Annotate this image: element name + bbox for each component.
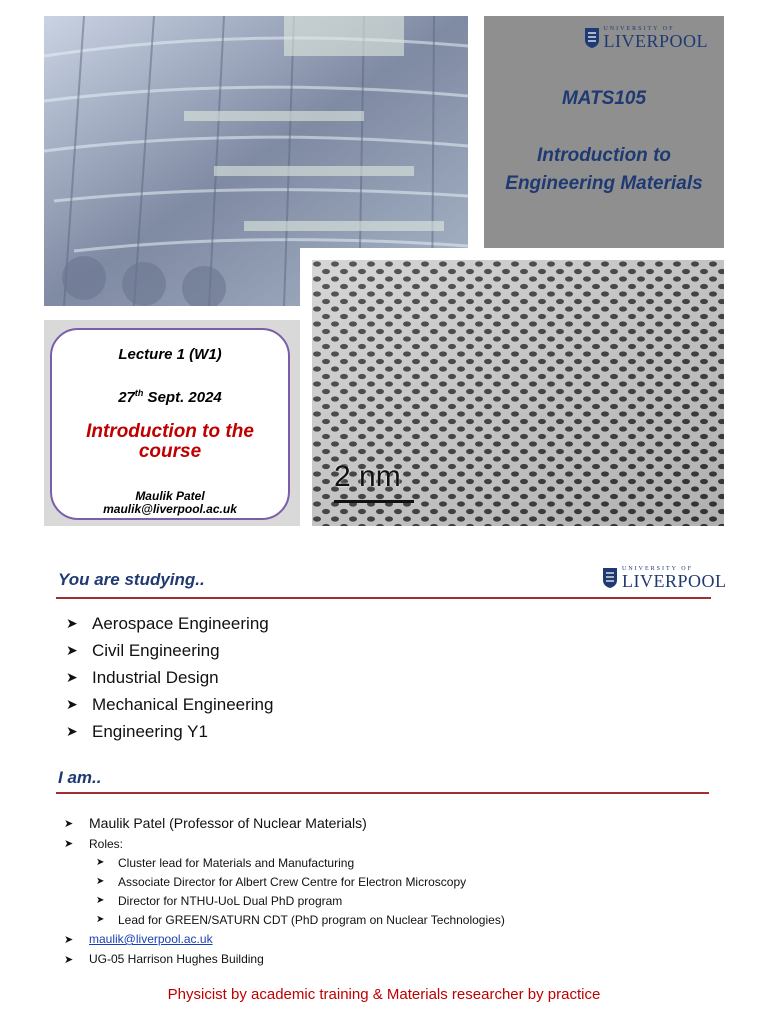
section-divider	[56, 792, 709, 794]
logo-small-text: UNIVERSITY OF	[603, 26, 675, 32]
about-list	[64, 812, 724, 969]
shield-icon	[602, 567, 618, 589]
lecture-title	[52, 422, 288, 462]
logo-small-text: UNIVERSITY OF	[622, 566, 693, 572]
name-line: Maulik Patel (Professor of Nuclear Materials)	[89, 815, 367, 831]
arrow-bullet-icon: ➤	[96, 876, 105, 887]
list-item	[64, 949, 724, 969]
arrow-bullet-icon: ➤	[66, 669, 78, 685]
arrow-bullet-icon: ➤	[96, 914, 105, 925]
role-item: ➤ Associate Director for Albert Crew Centre for Electron Microscopy	[96, 874, 467, 889]
iam-heading: I am..	[58, 768, 102, 787]
role-item: ➤ Director for NTHU-UoL Dual PhD program	[96, 893, 343, 908]
lecture-title-line1: Introduction to the	[86, 421, 254, 442]
motto: Physicist by academic training & Materials researcher by practice	[167, 986, 601, 1003]
course-title-panel	[484, 16, 724, 248]
date-suffix: th	[134, 388, 144, 398]
date-rest: Sept. 2024	[143, 389, 222, 406]
arrow-bullet-icon: ➤	[66, 723, 78, 739]
arrow-bullet-icon: ➤	[64, 817, 74, 830]
arrow-bullet-icon: ➤	[66, 615, 78, 631]
arrow-bullet-icon: ➤	[96, 895, 105, 906]
list-item	[64, 834, 724, 853]
lecture-date	[52, 388, 288, 406]
list-item: ➤ Industrial Design	[66, 664, 273, 691]
tem-image-frame	[300, 248, 728, 530]
logo-big-text: LIVERPOOL	[622, 571, 727, 591]
lecture-title-line2: course	[138, 441, 202, 462]
email-link[interactable]: maulik@liverpool.ac.uk	[89, 932, 213, 946]
role-item: ➤ Cluster lead for Materials and Manufacturing	[96, 855, 355, 870]
studying-heading: You are studying..	[58, 570, 205, 589]
arrow-bullet-icon: ➤	[66, 642, 78, 658]
lecture-panel	[44, 320, 300, 526]
university-logo	[602, 566, 727, 590]
role-item: ➤ Lead for GREEN/SATURN CDT (PhD program on Nuclear Technologies)	[96, 912, 505, 927]
logo-big-text: LIVERPOOL	[603, 31, 708, 51]
lecture-number: Lecture 1 (W1)	[118, 346, 222, 363]
list-item: ➤ Mechanical Engineering	[66, 691, 273, 718]
arrow-bullet-icon: ➤	[66, 696, 78, 712]
shield-icon	[584, 27, 600, 49]
course-name	[484, 142, 724, 198]
list-item	[64, 929, 724, 949]
arrow-bullet-icon: ➤	[64, 933, 74, 946]
arrow-bullet-icon: ➤	[64, 953, 74, 966]
scale-bar	[334, 500, 414, 503]
lecturer-name: Maulik Patel	[135, 489, 205, 503]
roles-label: Roles:	[89, 836, 124, 851]
section-divider	[56, 597, 711, 599]
date-day: 27	[118, 389, 135, 406]
list-item: ➤ Aerospace Engineering	[66, 610, 273, 637]
lecturer-info	[52, 490, 288, 516]
university-logo	[584, 26, 709, 50]
list-item: ➤ Engineering Y1	[66, 718, 273, 745]
list-item: ➤ Civil Engineering	[66, 637, 273, 664]
programme-list	[66, 610, 273, 745]
lecture-card	[50, 328, 290, 520]
office-location: UG-05 Harrison Hughes Building	[89, 952, 264, 966]
course-code: MATS105	[561, 88, 647, 109]
list-item	[64, 812, 724, 834]
scale-bar-label: 2 nm	[334, 460, 401, 493]
lecturer-email: maulik@liverpool.ac.uk	[103, 502, 237, 516]
arrow-bullet-icon: ➤	[96, 857, 105, 868]
course-name-line1: Introduction to	[536, 145, 672, 166]
arrow-bullet-icon: ➤	[64, 838, 74, 850]
course-name-line2: Engineering Materials	[505, 173, 703, 194]
